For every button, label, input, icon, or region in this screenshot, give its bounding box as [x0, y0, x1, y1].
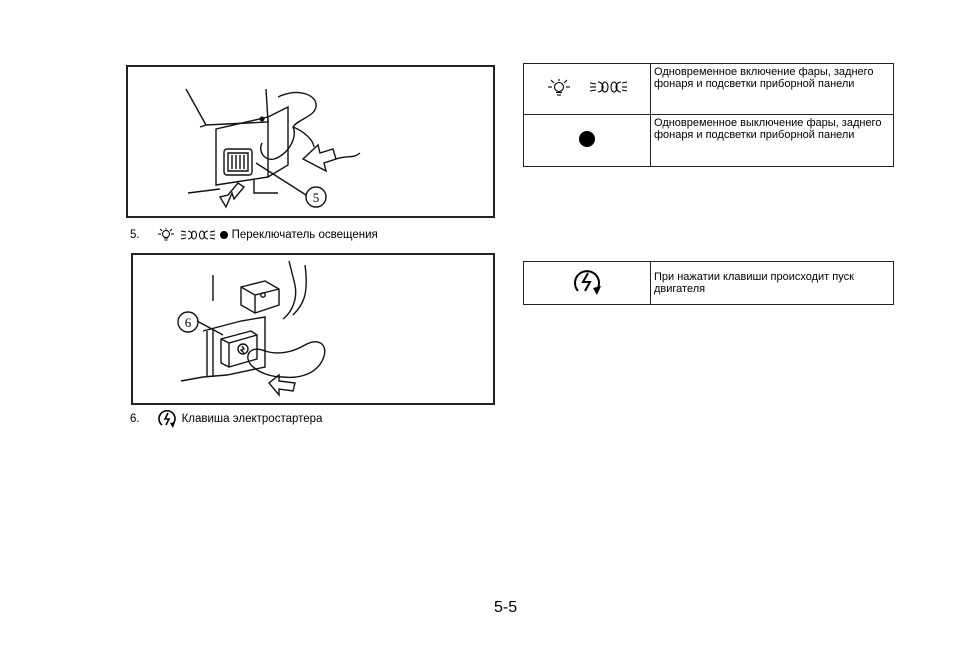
starter-icon [569, 267, 605, 297]
figure6-number: 6. [130, 413, 140, 425]
bulb-icon [156, 228, 176, 242]
lights-on-description: Одновременное включение фары, заднего фонаря и подсветки приборной панели [651, 64, 894, 115]
lights-off-description: Одновременное выключение фары, заднего фонаря и подсветки приборной панели [651, 115, 894, 167]
headlight-taillight-icon [180, 229, 216, 241]
lighting-modes-table [523, 63, 894, 167]
figure5-caption [130, 228, 378, 242]
table-row [524, 115, 894, 167]
figure5-number: 5. [130, 229, 140, 241]
starter-symbol-cell [524, 262, 651, 305]
starter-button-illustration [133, 255, 493, 403]
lights-off-symbol-cell [524, 115, 651, 167]
table-row [524, 64, 894, 115]
figure6-caption [130, 409, 322, 429]
lights-on-symbol-cell [524, 64, 651, 115]
starter-description: При нажатии клавиши происходит пуск двигателя [651, 262, 894, 305]
lighting-switch-illustration [128, 67, 493, 216]
starter-button-figure [131, 253, 495, 405]
filled-dot-icon [579, 131, 595, 147]
lighting-switch-figure [126, 65, 495, 218]
starter-icon [156, 409, 178, 429]
svg-text:5: 5 [312, 190, 320, 205]
page-number: 5-5 [494, 599, 518, 616]
starter-table [523, 261, 894, 305]
table-row [524, 262, 894, 305]
off-dot-icon [220, 231, 228, 239]
lights-on-icon [546, 78, 628, 98]
figure6-caption-text: Клавиша электростартера [181, 413, 323, 425]
svg-text:6: 6 [184, 315, 192, 330]
figure5-caption-text: Переключатель освещения [231, 229, 378, 241]
